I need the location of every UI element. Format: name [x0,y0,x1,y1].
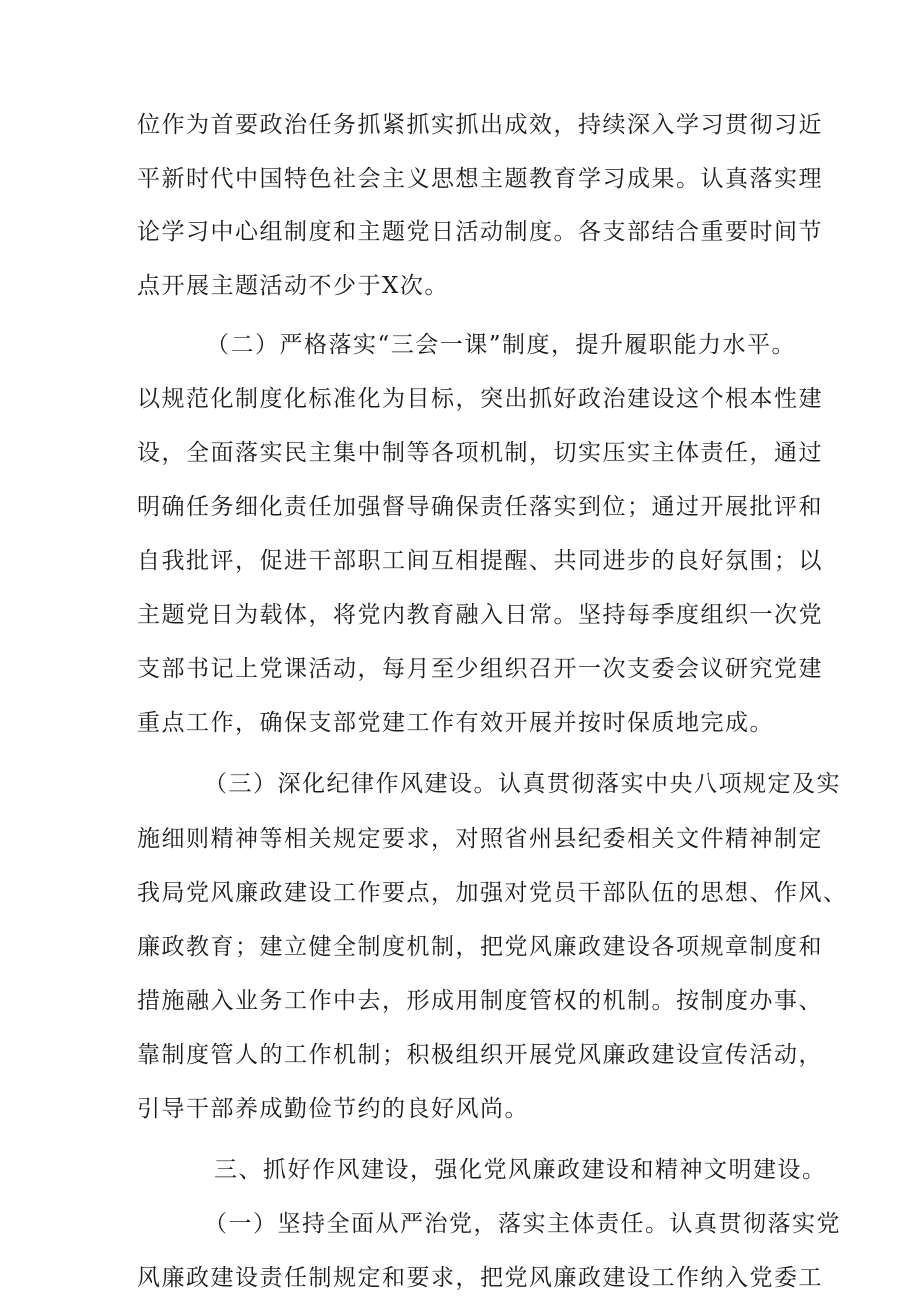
section-heading: （二）严格落实“三会一课”制度，提升履职能力水平。 [206,332,797,358]
text-line: 引导干部养成勤俭节约的良好风尚。 [137,1096,529,1122]
text-line: 风廉政建设责任制规定和要求，把党风廉政建设工作纳入党委工 [137,1265,823,1291]
chapter-heading: 三、抓好作风建设，强化党风廉政建设和精神文明建设。 [214,1157,827,1183]
text-line: 明确任务细化责任加强督导确保责任落实到位；通过开展批评和 [137,494,823,520]
section-heading: （一）坚持全面从严治党，落实主体责任。认真贯彻落实党 [204,1211,841,1237]
text-line: 以规范化制度化标准化为目标，突出抓好政治建设这个根本性建 [137,386,823,412]
text-line: 支部书记上党课活动，每月至少组织召开一次支委会议研究党建 [137,656,823,682]
text-line: 廉政教育；建立健全制度机制，把党风廉政建设各项规章制度和 [137,934,823,960]
text-line: 措施融入业务工作中去，形成用制度管权的机制。按制度办事、 [137,988,823,1014]
section-heading: （三）深化纪律作风建设。认真贯彻落实中央八项规定及实 [204,771,841,797]
text-line: 主题党日为载体，将党内教育融入日常。坚持每季度组织一次党 [137,602,823,628]
text-line: 论学习中心组制度和主题党日活动制度。各支部结合重要时间节 [137,219,823,245]
text-line: 平新时代中国特色社会主义思想主题教育学习成果。认真落实理 [137,166,823,192]
text-line: 我局党风廉政建设工作要点，加强对党员干部队伍的思想、作风、 [137,880,848,906]
text-line: 自我批评，促进干部职工间互相提醒、共同进步的良好氛围；以 [137,548,823,574]
text-line: 靠制度管人的工作机制；积极组织开展党风廉政建设宣传活动， [137,1042,823,1068]
text-line: 设，全面落实民主集中制等各项机制，切实压实主体责任，通过 [137,440,823,466]
text-line: 重点工作，确保支部党建工作有效开展并按时保质地完成。 [137,710,774,736]
text-line: 施细则精神等相关规定要求，对照省州县纪委相关文件精神制定 [137,826,823,852]
text-line: 点开展主题活动不少于X次。 [137,273,449,299]
text-line: 位作为首要政治任务抓紧抓实抓出成效，持续深入学习贯彻习近 [137,112,823,138]
